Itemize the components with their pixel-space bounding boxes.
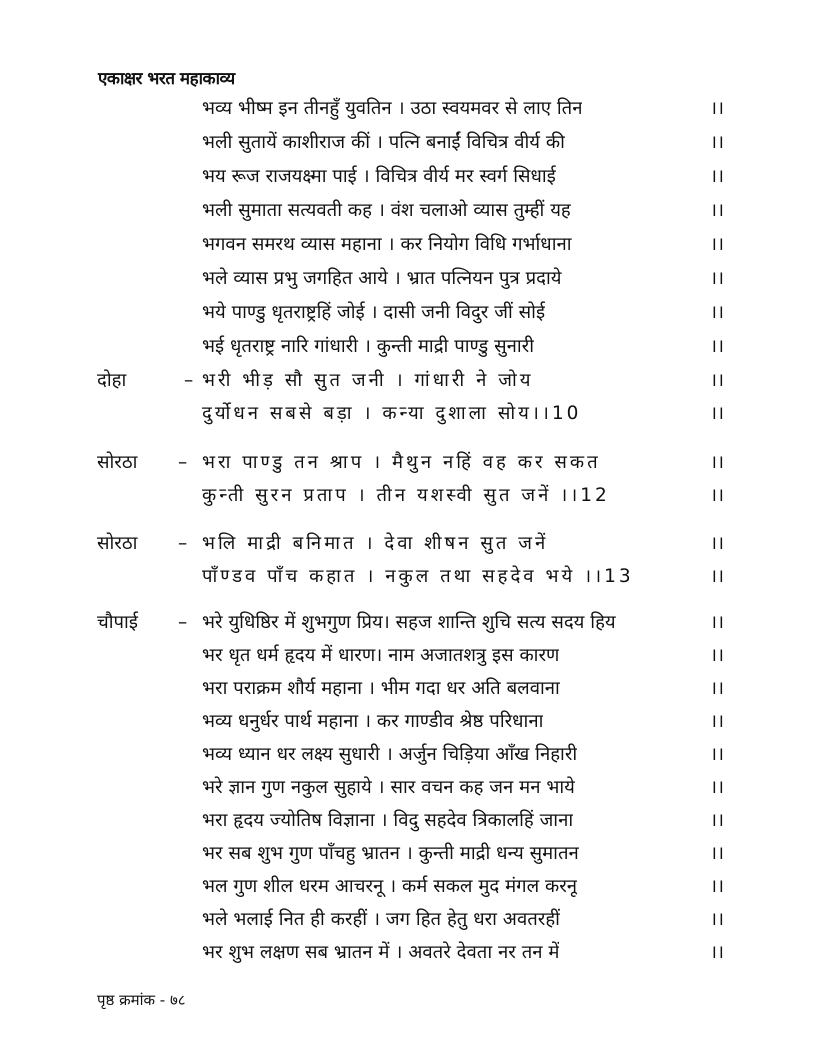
doha-label: दोहा — [97, 370, 127, 391]
page-number: पृष्ठ क्रमांक - ७८ — [97, 991, 186, 1009]
verse-line: भव्य धनुर्धर पार्थ महाना । कर गाण्डीव श्रेष्ठ परिधाना ।। — [202, 711, 724, 732]
page-header: एकाक्षर भरत महाकाव्य — [98, 69, 235, 89]
verse-line: कुन्ती सुरन प्रताप । तीन यशस्वी सुत जनें ।।12 ।। — [202, 485, 724, 506]
verse-line: भई धृतराष्ट्र नारि गांधारी । कुन्ती माद्री पाण्डु सुनारी ।। — [202, 336, 724, 357]
sortha-label: सोरठा — [97, 452, 138, 473]
verse-line: भली सुतायें काशीराज कीं । पत्नि बनाईं विचित्र वीर्य की ।। — [202, 132, 724, 153]
verse-line: भरी भीड़ सौ सुत जनी । गांधारी ने जोय ।। — [202, 370, 724, 391]
verse-line: भर शुभ लक्षण सब भ्रातन में । अवतरे देवता नर तन में ।। — [202, 942, 724, 963]
verse-line: भलि माद्री बनिमात । देवा शीषन सुत जनें ।। — [202, 533, 724, 554]
verse-line: भल गुण शील धरम आचरनू । कर्म सकल मुद मंगल करनू ।। — [202, 876, 724, 897]
verse-line: भरे युधिष्ठिर में शुभगुण प्रिय। सहज शान्ति शुचि सत्य सदय हिय ।। — [202, 612, 724, 633]
sortha-label: सोरठा — [97, 533, 138, 554]
verse-line: भगवन समरथ व्यास महाना । कर नियोग विधि गर्भाधाना ।। — [202, 234, 724, 255]
sortha-dash: – — [178, 533, 188, 554]
verse-line: भले व्यास प्रभु जगहित आये । भ्रात पत्नियन पुत्र प्रदाये ।। — [202, 268, 724, 289]
verse-line: भरा हृदय ज्योतिष विज्ञाना । विदु सहदेव त्रिकालहिं जाना ।। — [202, 810, 724, 831]
verse-line: भरा पराक्रम शौर्य महाना । भीम गदा धर अति बलवाना ।। — [202, 678, 724, 699]
verse-line: भरा पाण्डु तन श्राप । मैथुन नहिं वह कर सकत ।। — [202, 452, 724, 473]
verse-line: भर धृत धर्म हृदय में धारण। नाम अजातशत्रु इस कारण ।। — [202, 645, 724, 666]
verse-line: पाँण्डव पाँच कहात । नकुल तथा सहदेव भये ।।13 ।। — [202, 566, 724, 587]
verse-line: भरे ज्ञान गुण नकुल सुहाये । सार वचन कह जन मन भाये ।। — [202, 777, 724, 798]
verse-line: भये पाण्डु धृतराष्ट्रहिं जोई । दासी जनी विदुर जीं सोई ।। — [202, 302, 724, 323]
verse-line: दुर्योधन सबसे बड़ा । कन्या दुशाला सोय।।10 ।। — [202, 403, 724, 424]
sortha-dash: – — [178, 452, 188, 473]
verse-line: भले भलाई नित ही करहीं । जग हित हेतु धरा अवतरहीं ।। — [202, 909, 724, 930]
chaupai-dash: – — [178, 612, 188, 633]
doha-dash: – — [184, 370, 194, 391]
chaupai-label: चौपाई — [97, 612, 138, 633]
verse-line: भली सुमाता सत्यवती कह । वंश चलाओ व्यास तुम्हीं यह ।। — [202, 200, 724, 221]
verse-line: भय रूज राजयक्ष्मा पाई । विचित्र वीर्य मर स्वर्ग सिधाई ।। — [202, 166, 724, 187]
verse-line: भव्य ध्यान धर लक्ष्य सुधारी । अर्जुन चिड़िया आँख निहारी ।। — [202, 744, 724, 765]
verse-line: भव्य भीष्म इन तीनहुँ युवतिन । उठा स्वयमवर से लाए तिन ।। — [202, 98, 724, 119]
verse-line: भर सब शुभ गुण पाँचहु भ्रातन । कुन्ती माद्री धन्य सुमातन ।। — [202, 843, 724, 864]
